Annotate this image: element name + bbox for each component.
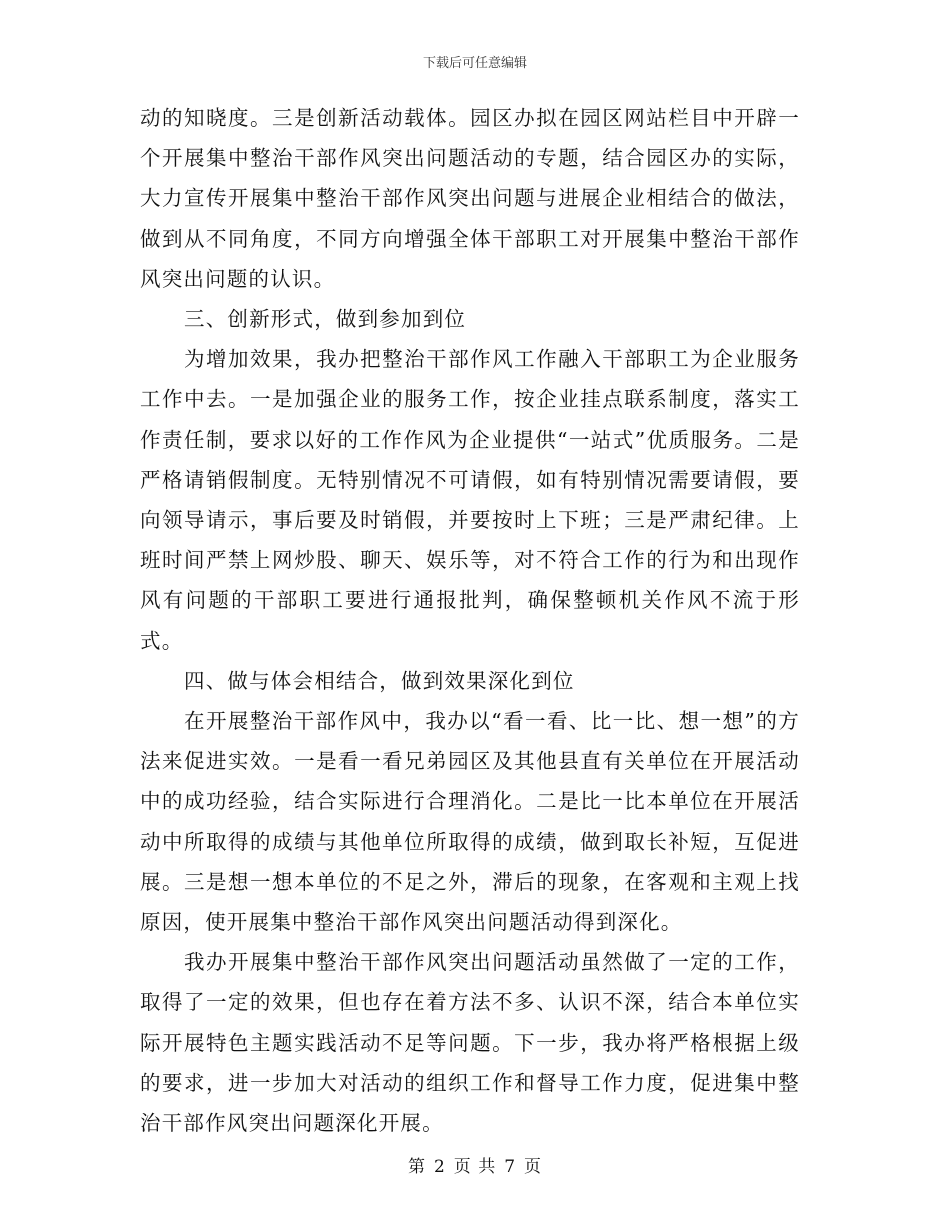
footer-middle: 页 共 [453, 1157, 497, 1177]
footer-total-pages: 7 [504, 1157, 517, 1177]
document-body [140, 98, 800, 1143]
paragraph-continuation: 动的知晓度。三是创新活动载体。园区办拟在园区网站栏目中开辟一个开展集中整治干部作风突出问题活动的专题，结合园区办的实际，大力宣传开展集中整治干部作风突出问题与进展企业相结合的做法，做到从不同角度，不同方向增强全体干部职工对开展集中整治干部作风突出问题的认识。 [140, 106, 800, 291]
section-heading-four: 四、做与体会相结合，做到效果深化到位 [184, 668, 575, 693]
paragraph-conclusion: 我办开展集中整治干部作风突出问题活动虽然做了一定的工作，取得了一定的效果，但也存在着方法不多、认识不深，结合本单位实际开展特色主题实践活动不足等问题。下一步，我办将严格根据上级的要求，进一步加大对活动的组织工作和督导工作力度，促进集中整治干部作风突出问题深化开展。 [140, 950, 800, 1136]
page-footer [0, 1152, 950, 1177]
paragraph-section-four: 在开展整治干部作风中，我办以“看一看、比一比、想一想”的方法来促进实效。一是看一看兄弟园区及其他县直有关单位在开展活动中的成功经验，结合实际进行合理消化。二是比一比本单位在开展活动中所取得的成绩与其他单位所取得的成绩，做到取长补短，互促进展。三是想一想本单位的不足之外，滞后的现象，在客观和主观上找原因，使开展集中整治干部作风突出问题活动得到深化。 [140, 709, 800, 935]
footer-suffix: 页 [524, 1157, 543, 1177]
section-heading-three: 三、创新形式，做到参加到位 [184, 307, 467, 332]
paragraph-section-three: 为增加效果，我办把整治干部作风工作融入干部职工为企业服务工作中去。一是加强企业的服务工作，按企业挂点联系制度，落实工作责任制，要求以好的工作作风为企业提供“一站式”优质服务。二是严格请销假制度。无特别情况不可请假，如有特别情况需要请假，要向领导请示，事后要及时销假，并要按时上下班；三是严肃纪律。上班时间严禁上网炒股、聊天、娱乐等，对不符合工作的行为和出现作风有问题的干部职工要进行通报批判，确保整顿机关作风不流于形式。 [140, 347, 800, 653]
page-header-note: 下载后可任意编辑 [422, 56, 527, 71]
footer-page-number: 2 [433, 1157, 446, 1177]
footer-prefix: 第 [407, 1157, 426, 1177]
